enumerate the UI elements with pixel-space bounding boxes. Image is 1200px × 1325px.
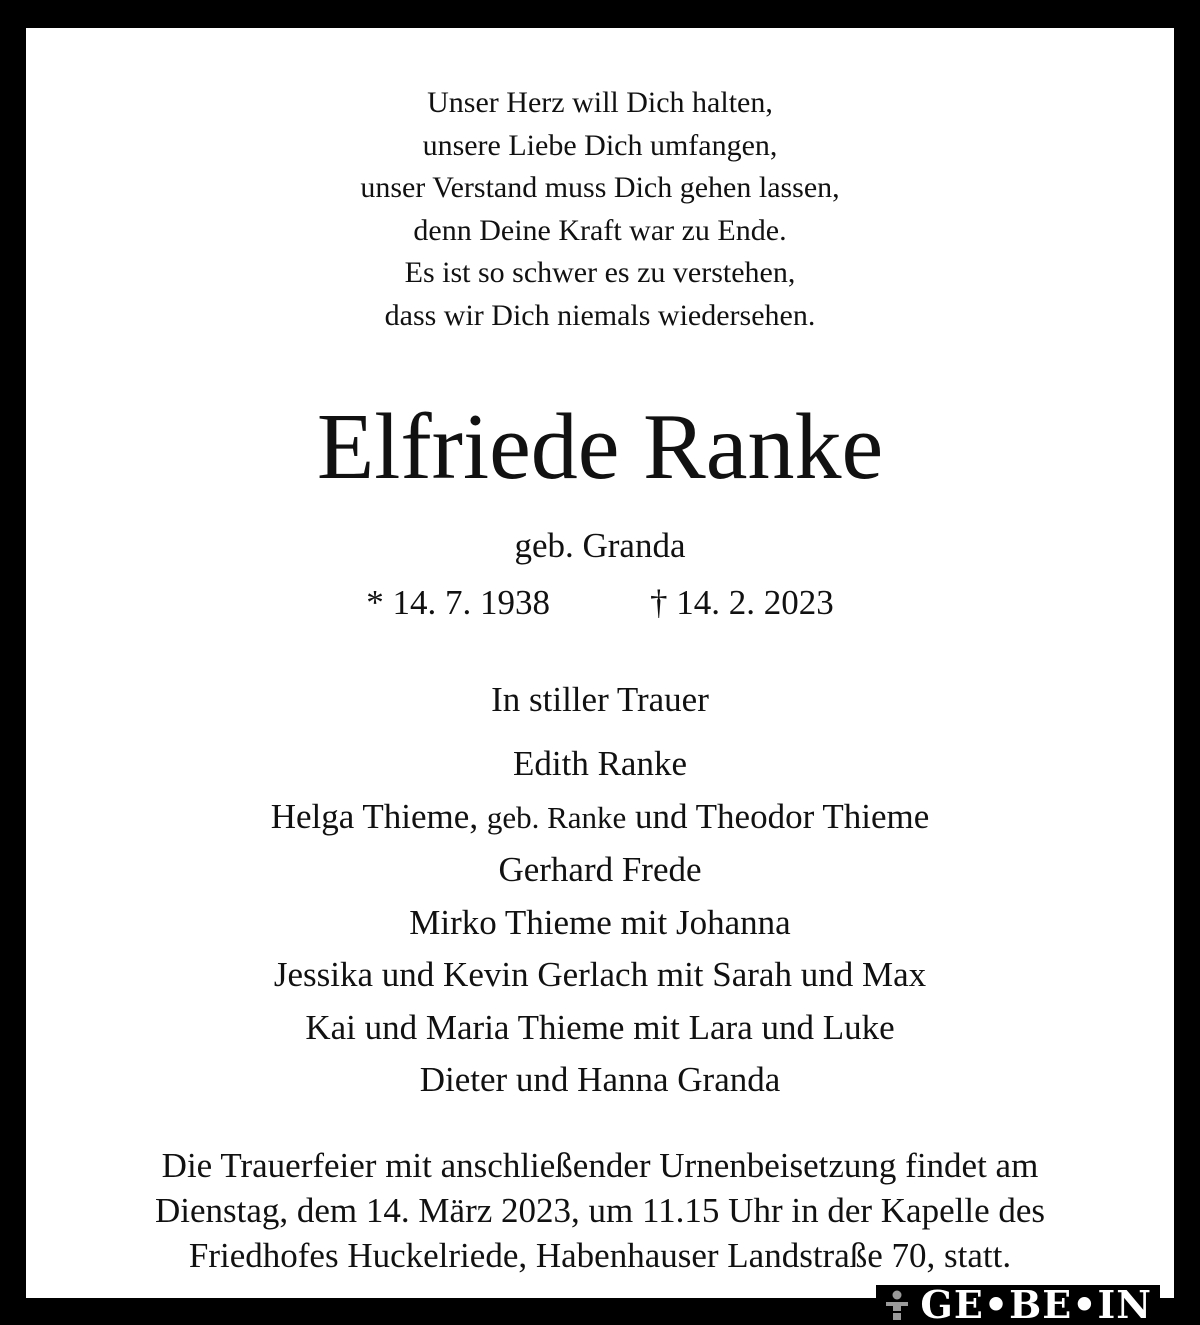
service-line: Die Trauerfeier mit anschließender Urnenbeisetzung findet am <box>161 1146 1039 1185</box>
deceased-name: Elfriede Ranke <box>316 395 884 499</box>
poem-line: dass wir Dich niemals wiedersehen. <box>384 298 816 332</box>
death-date: † 14. 2. 2023 <box>650 583 834 622</box>
maiden-name: geb. Granda <box>514 526 686 565</box>
mourner-helga-name: Helga Thieme, <box>270 796 479 836</box>
mourner-helga-partner: und Theodor Thieme <box>635 796 930 836</box>
obituary-notice <box>26 28 1174 1298</box>
mourner: Mirko Thieme mit Johanna <box>409 902 791 942</box>
life-dates <box>26 581 1174 625</box>
poem-line: denn Deine Kraft war zu Ende. <box>413 213 787 247</box>
poem-line: unser Verstand muss Dich gehen lassen, <box>360 171 840 204</box>
mourner-helga-maiden: geb. Ranke <box>486 799 627 835</box>
poem-line: Es ist so schwer es zu verstehen, <box>404 256 796 289</box>
service-info <box>26 1143 1174 1278</box>
gebein-figure-icon <box>882 1289 912 1321</box>
gebein-logo <box>876 1282 1160 1325</box>
service-line: Friedhofes Huckelriede, Habenhauser Landstraße 70, statt. <box>188 1236 1012 1275</box>
mourner: Jessika und Kevin Gerlach mit Sarah und Max <box>273 955 927 994</box>
poem <box>26 82 1174 337</box>
mourner: Kai und Maria Thieme mit Lara und Luke <box>305 1007 895 1047</box>
logo-text: GE•BE•IN <box>920 1282 1152 1325</box>
mourning-heading: In stiller Trauer <box>491 680 709 719</box>
mourner-helga <box>26 791 1174 845</box>
mourners-list <box>26 738 1174 1107</box>
service-line: Dienstag, dem 14. März 2023, um 11.15 Uhr in der Kapelle des <box>154 1191 1046 1230</box>
poem-line: Unser Herz will Dich halten, <box>427 86 773 119</box>
mourner: Dieter und Hanna Granda <box>419 1060 781 1099</box>
poem-line: unsere Liebe Dich umfangen, <box>422 128 778 162</box>
mourner: Gerhard Frede <box>498 850 702 889</box>
mourner: Edith Ranke <box>513 744 687 783</box>
birth-date: * 14. 7. 1938 <box>366 583 550 622</box>
